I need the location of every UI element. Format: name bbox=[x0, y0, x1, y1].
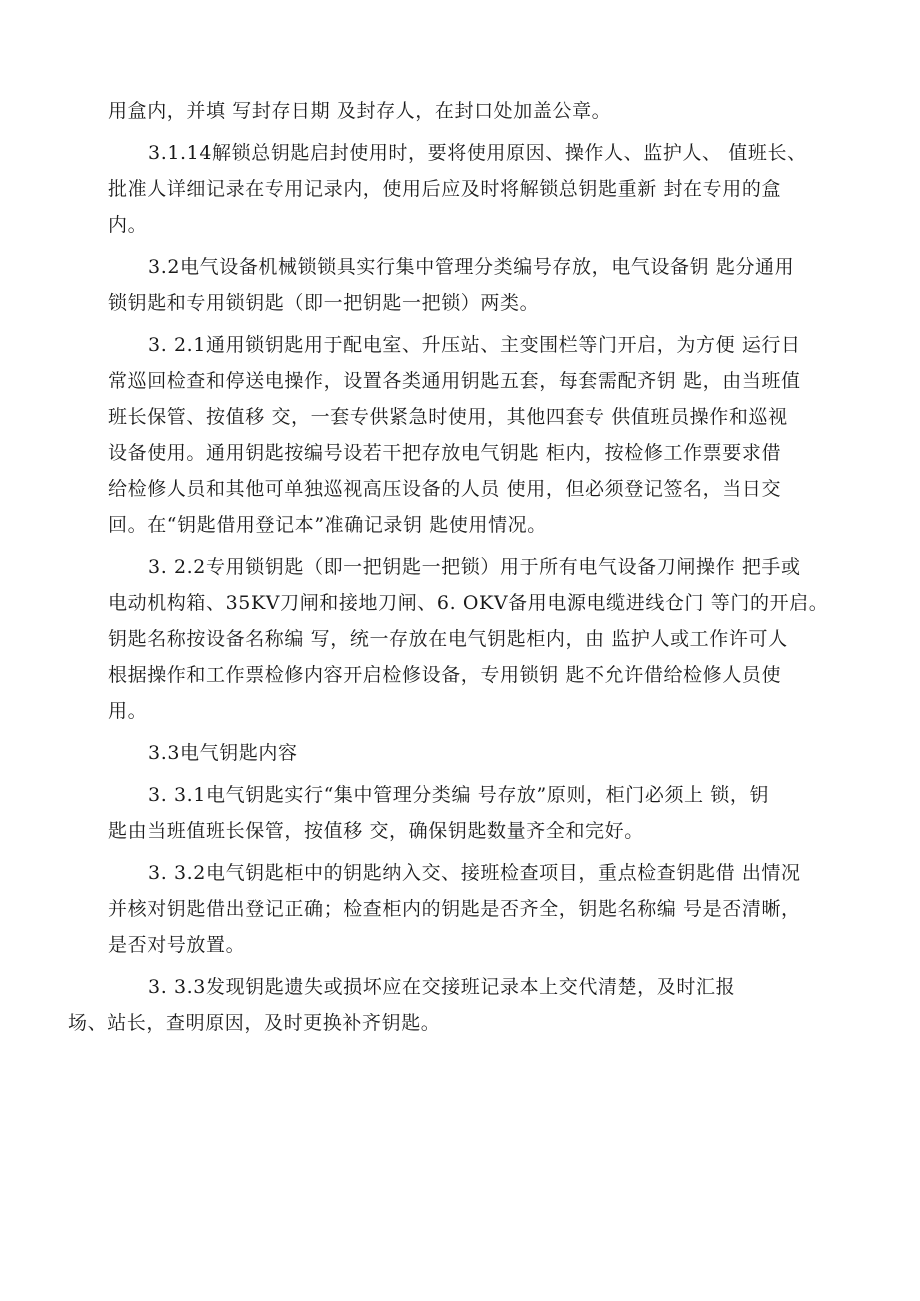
text-line: 3. 3.3发现钥匙遗失或损坏应在交接班记录本上交代清楚，及时汇报 bbox=[148, 976, 736, 998]
heading-3-3 bbox=[108, 735, 820, 771]
text-line: 3.3电气钥匙内容 bbox=[148, 742, 298, 764]
text-line: 电动机构箱、35KV刀闸和接地刀闸、6. OKV备用电源电缆进线仓门 等门的开启。 bbox=[108, 592, 829, 614]
paragraph-3-3-1 bbox=[108, 777, 820, 849]
text-line: 3. 3.1电气钥匙实行“集中管理分类编 号存放”原则，柜门必须上 锁，钥 bbox=[148, 784, 770, 806]
paragraph-3-2-2 bbox=[108, 549, 829, 729]
text-line: 常巡回检查和停送电操作，设置各类通用钥匙五套，每套需配齐钥 匙，由当班值 bbox=[108, 370, 801, 392]
paragraph-3-1-14 bbox=[108, 135, 820, 243]
text-line: 是否对号放置。 bbox=[108, 934, 246, 956]
text-line: 匙由当班值班长保管，按值移 交，确保钥匙数量齐全和完好。 bbox=[108, 820, 644, 842]
text-line: 3.2电气设备机械锁锁具实行集中管理分类编号存放，电气设备钥 匙分通用 bbox=[148, 256, 795, 278]
text-line: 设备使用。通用钥匙按编号设若干把存放电气钥匙 柜内，按检修工作票要求借 bbox=[108, 442, 782, 464]
text-line: 3. 2.1通用锁钥匙用于配电室、升压站、主变围栏等门开启，为方便 运行日 bbox=[148, 334, 801, 356]
paragraph-3-3-3 bbox=[68, 969, 820, 1041]
paragraph-3-2-1 bbox=[108, 327, 820, 543]
paragraph-3-3-2 bbox=[108, 855, 820, 963]
paragraph-3-2 bbox=[108, 249, 820, 321]
text-line: 3. 3.2电气钥匙柜中的钥匙纳入交、接班检查项目，重点检查钥匙借 出情况 bbox=[148, 862, 801, 884]
text-line: 3. 2.2专用锁钥匙（即一把钥匙一把锁）用于所有电气设备刀闸操作 把手或 bbox=[148, 556, 801, 578]
text-line no-indent: 场、站长，查明原因，及时更换补齐钥匙。 bbox=[68, 1012, 441, 1034]
text-line: 给检修人员和其他可单独巡视高压设备的人员 使用，但必须登记签名，当日交 bbox=[108, 478, 782, 500]
text-line: 内。 bbox=[108, 214, 148, 236]
text-line: 用盒内，并填 写封存日期 及封存人，在封口处加盖公章。 bbox=[108, 100, 612, 122]
text-line: 班长保管、按值移 交，一套专供紧急时使用，其他四套专 供值班员操作和巡视 bbox=[108, 406, 788, 428]
document-body bbox=[68, 93, 829, 1047]
text-line: 用。 bbox=[108, 700, 148, 722]
paragraph-0 bbox=[108, 93, 820, 129]
text-line: 批准人详细记录在专用记录内，使用后应及时将解锁总钥匙重新 封在专用的盒 bbox=[108, 178, 782, 200]
text-line: 并核对钥匙借出登记正确；检查柜内的钥匙是否齐全，钥匙名称编 号是否清晰， bbox=[108, 898, 801, 920]
text-line: 回。在“钥匙借用登记本”准确记录钥 匙使用情况。 bbox=[108, 514, 547, 536]
text-line: 锁钥匙和专用锁钥匙（即一把钥匙一把锁）两类。 bbox=[108, 292, 540, 314]
text-line: 钥匙名称按设备名称编 写，统一存放在电气钥匙柜内，由 监护人或工作许可人 bbox=[108, 628, 788, 650]
text-line: 根据操作和工作票检修内容开启检修设备，专用锁钥 匙不允许借给检修人员使 bbox=[108, 664, 782, 686]
text-line: 3.1.14解锁总钥匙启封使用时，要将使用原因、操作人、监护人、 值班长、 bbox=[148, 142, 807, 164]
